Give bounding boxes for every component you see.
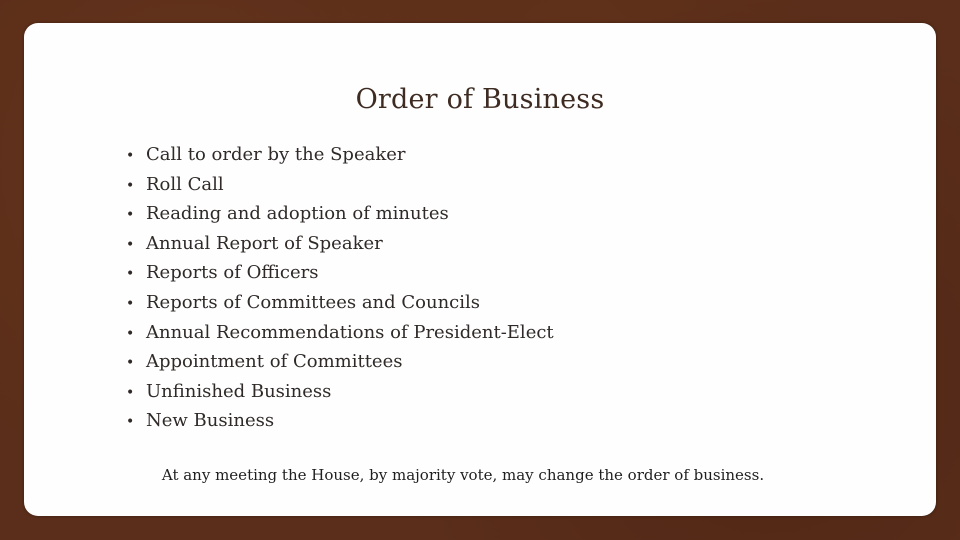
bullet-icon: • bbox=[126, 148, 135, 164]
bullet-icon: • bbox=[126, 177, 135, 194]
agenda-item bbox=[126, 258, 554, 288]
agenda-item-label: Reading and adoption of minutes bbox=[146, 203, 449, 225]
agenda-item bbox=[126, 288, 554, 318]
agenda-item-label: Appointment of Committees bbox=[146, 351, 403, 373]
agenda-list bbox=[126, 140, 554, 436]
agenda-item-label: Call to order by the Speaker bbox=[146, 144, 406, 165]
agenda-item bbox=[126, 229, 554, 259]
bullet-icon: • bbox=[126, 207, 135, 224]
agenda-item bbox=[126, 377, 554, 407]
agenda-item bbox=[126, 347, 554, 377]
agenda-item-label: Reports of Officers bbox=[146, 262, 319, 284]
agenda-item-label: Unfinished Business bbox=[146, 380, 332, 402]
agenda-item bbox=[126, 170, 554, 200]
agenda-item-label: Annual Report of Speaker bbox=[146, 232, 383, 254]
agenda-item bbox=[126, 199, 554, 229]
bullet-icon: • bbox=[126, 384, 135, 401]
agenda-item bbox=[126, 406, 554, 436]
agenda-item-label: New Business bbox=[146, 410, 275, 432]
slide-title: Order of Business bbox=[355, 84, 605, 115]
agenda-item-label: Roll Call bbox=[146, 173, 224, 195]
agenda-item bbox=[126, 140, 554, 170]
bullet-icon: • bbox=[126, 355, 135, 372]
agenda-item-label: Reports of Committees and Councils bbox=[146, 291, 481, 313]
bullet-icon: • bbox=[126, 295, 135, 312]
agenda-item-label: Annual Recommendations of President-Elect bbox=[146, 321, 554, 343]
bullet-icon: • bbox=[126, 414, 135, 431]
bullet-icon: • bbox=[126, 266, 135, 283]
footnote: At any meeting the House, by majority vote, may change the order of business. bbox=[161, 466, 765, 484]
agenda-item bbox=[126, 318, 554, 348]
bullet-icon: • bbox=[126, 236, 135, 253]
bullet-icon: • bbox=[126, 325, 135, 342]
